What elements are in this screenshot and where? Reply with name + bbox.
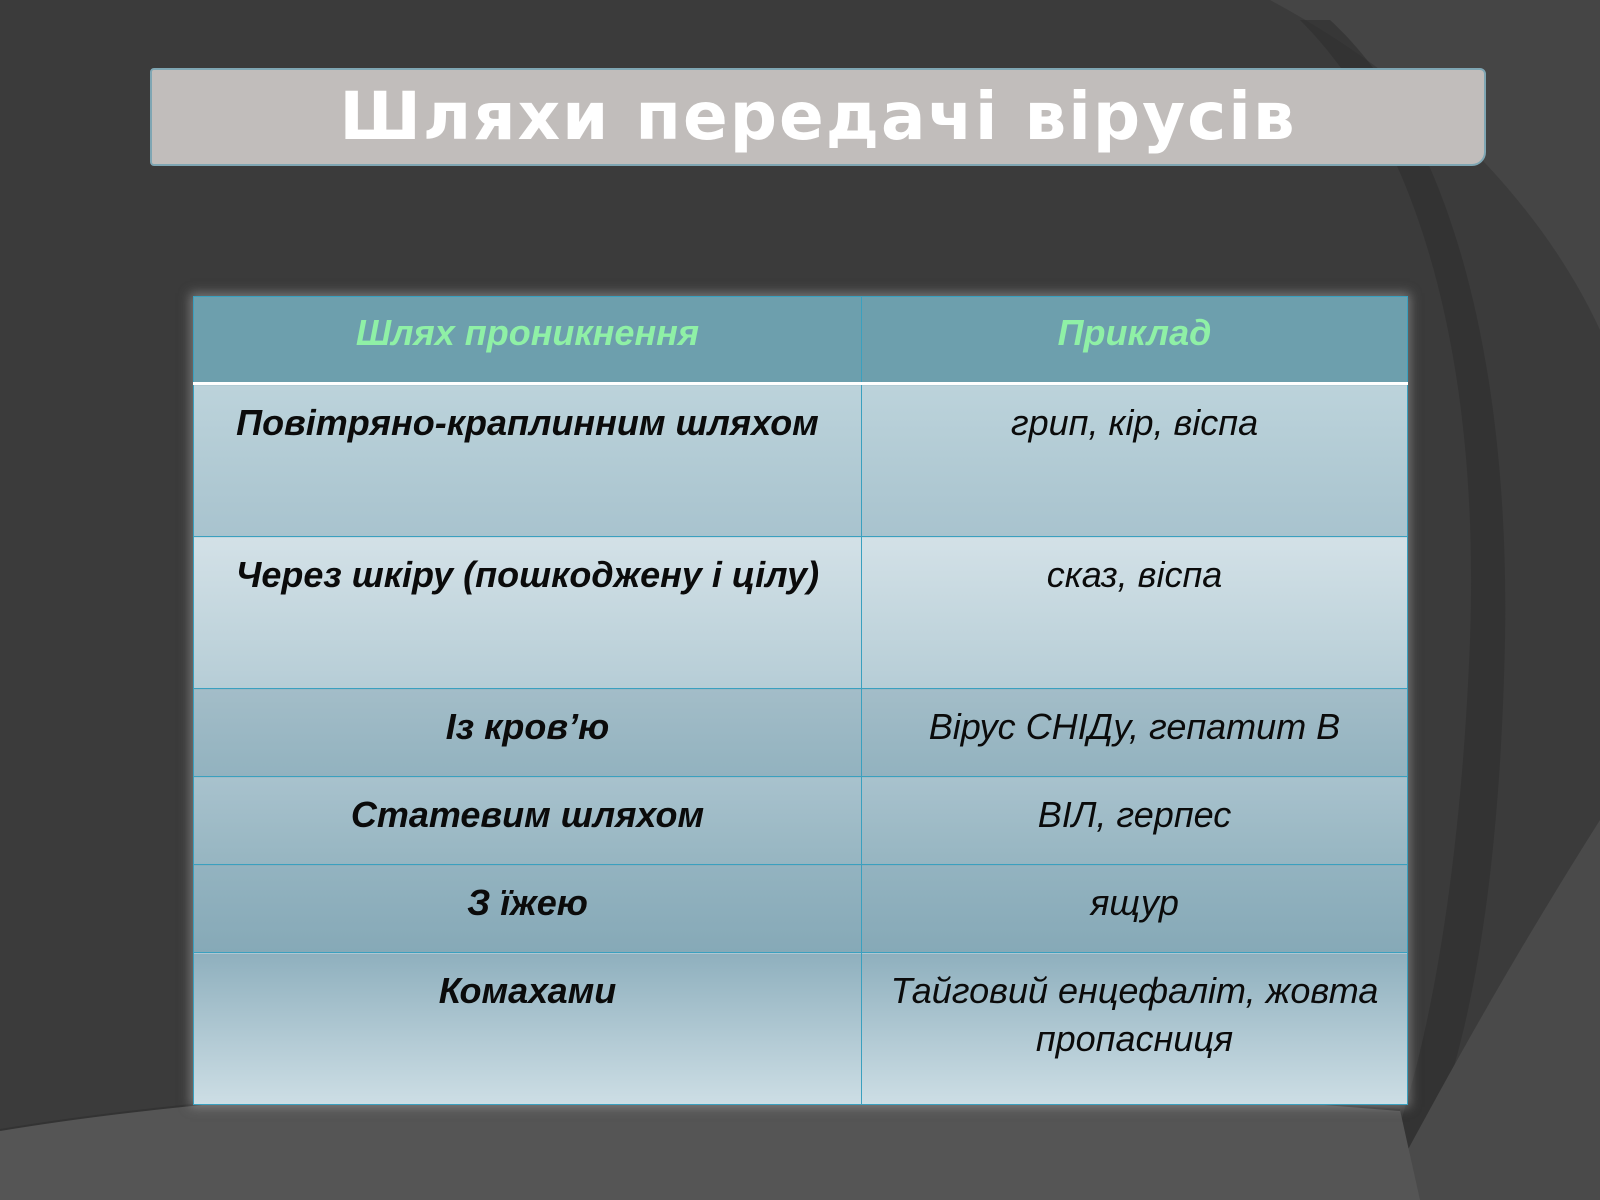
example-cell: ящур [862,865,1408,953]
example-cell: ВІЛ, герпес [862,777,1408,865]
table-row [194,384,1408,537]
table-header-row [194,297,1408,384]
slide-title: Шляхи передачі вірусів [339,78,1297,155]
header-way: Шлях проникнення [194,297,862,384]
table-row [194,689,1408,777]
way-cell: Через шкіру (пошкоджену і цілу) [194,537,862,689]
way-cell: Із кров’ю [194,689,862,777]
way-cell: Статевим шляхом [194,777,862,865]
example-cell: Тайговий енцефаліт, жовта пропасниця [862,953,1408,1105]
transmission-table [193,296,1408,1105]
table-row [194,777,1408,865]
example-cell: Вірус СНІДу, гепатит В [862,689,1408,777]
table-row [194,537,1408,689]
header-example: Приклад [862,297,1408,384]
example-cell: грип, кір, віспа [862,384,1408,537]
table-container [193,296,1407,1104]
way-cell: Комахами [194,953,862,1105]
table-row [194,865,1408,953]
way-cell: Повітряно-краплинним шляхом [194,384,862,537]
title-bar [150,68,1486,166]
table-row [194,953,1408,1105]
way-cell: З їжею [194,865,862,953]
example-cell: сказ, віспа [862,537,1408,689]
